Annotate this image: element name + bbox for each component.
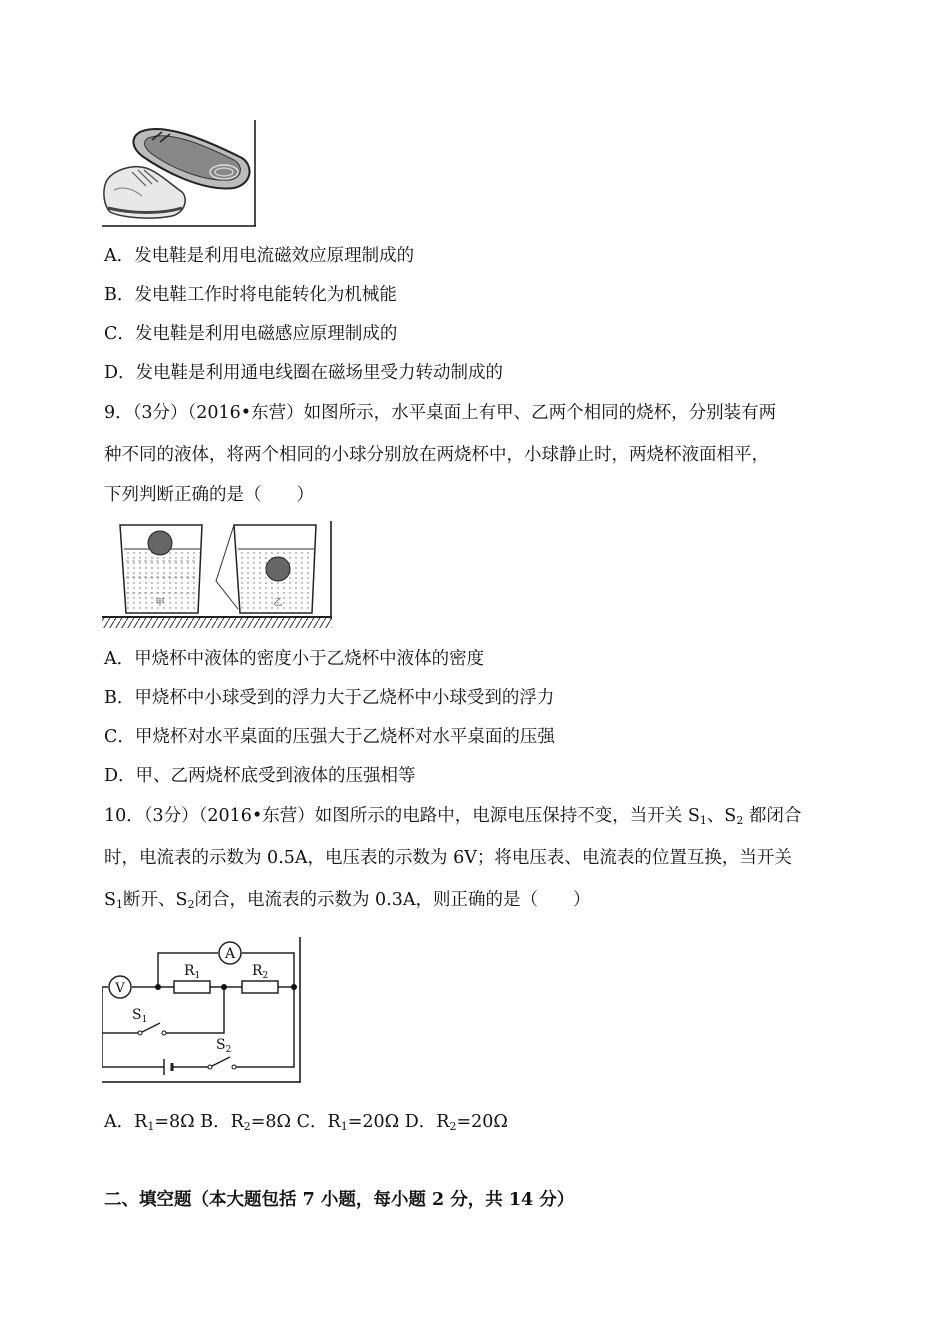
beaker-label-jia: 甲	[155, 598, 165, 608]
q9-option-d: D．甲、乙两烧杯底受到液体的压强相等	[104, 766, 416, 786]
q9-option-c: C．甲烧杯对水平桌面的压强大于乙烧杯对水平桌面的压强	[104, 727, 555, 747]
r2-label: $R_2$	[252, 963, 269, 981]
q9-stem-line-2: 种不同的液体，将两个相同的小球分别放在两烧杯中，小球静止时，两烧杯液面相平，	[104, 445, 769, 465]
q10-options: A．$R_1=8\Omega$ B．$R_2=8\Omega$ C．$R_1=20\Omega$ D．$R_2=20\Omega$	[104, 1112, 508, 1133]
section-2-heading: 二、填空题（本大题包括 7 小题，每小题 2 分，共 14 分）	[104, 1190, 575, 1210]
s1-label: $S_1$	[132, 1007, 148, 1025]
shoe-figure	[102, 120, 258, 228]
q9-option-a: A．甲烧杯中液体的密度小于乙烧杯中液体的密度	[104, 649, 485, 669]
beakers-figure	[102, 521, 335, 633]
r1-label: $R_1$	[184, 963, 201, 981]
q8-option-d: D．发电鞋是利用通电线圈在磁场里受力转动制成的	[104, 363, 504, 383]
q10-stem-line-1: 10．（3分）（2016•东营）如图所示的电路中，电源电压保持不变，当开关 $S_1$、$S_2$ 都闭合	[104, 806, 802, 827]
circuit-diagram	[102, 937, 304, 1084]
voltmeter-label: V	[115, 981, 125, 996]
q8-option-c: C．发电鞋是利用电磁感应原理制成的	[104, 324, 398, 344]
beaker-label-yi: 乙	[273, 598, 283, 608]
ammeter-label: A	[224, 946, 236, 962]
q9-stem-line-1: 9．（3分）（2016•东营）如图所示，水平桌面上有甲、乙两个相同的烧杯，分别装有两	[104, 403, 777, 423]
q10-stem-line-3: $S_1$断开、$S_2$闭合，电流表的示数为 0.3A，则正确的是（ ）	[104, 890, 591, 911]
q8-option-a: A．发电鞋是利用电流磁效应原理制成的	[104, 246, 415, 266]
q8-option-b: B．发电鞋工作时将电能转化为机械能	[104, 285, 397, 305]
q10-stem-line-2: 时，电流表的示数为 0.5A，电压表的示数为 6V；将电压表、电流表的位置互换，当开关	[104, 848, 792, 868]
q9-option-b: B．甲烧杯中小球受到的浮力大于乙烧杯中小球受到的浮力	[104, 688, 555, 708]
s2-label: $S_2$	[216, 1037, 232, 1055]
q9-stem-line-3: 下列判断正确的是（ ）	[104, 485, 314, 505]
